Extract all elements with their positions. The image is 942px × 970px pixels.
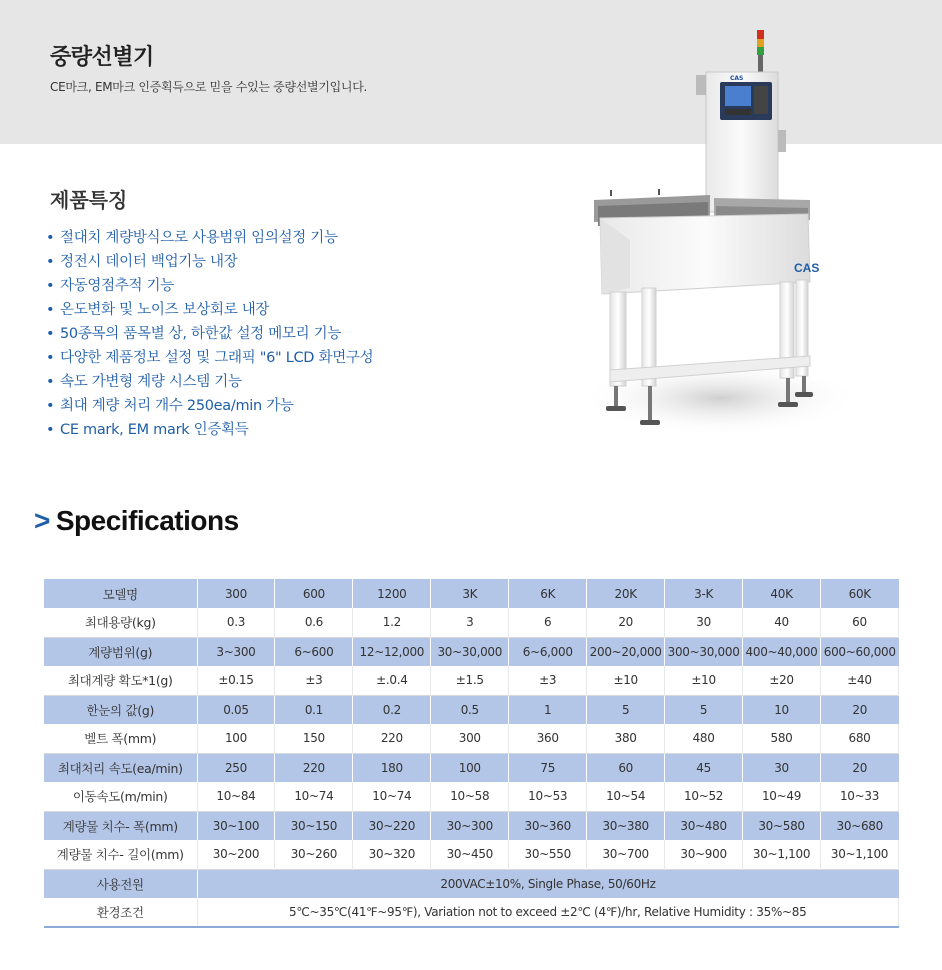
specifications-table	[44, 579, 899, 928]
table-cell: 100	[431, 753, 509, 782]
table-cell: 10~58	[431, 782, 509, 811]
page-title: 중량선별기	[50, 45, 154, 70]
row-label: 계량범위(g)	[44, 637, 197, 666]
table-cell: 10~33	[821, 782, 899, 811]
table-cell: 200~20,000	[587, 637, 665, 666]
table-cell: ±0.15	[197, 666, 275, 695]
table-cell: ±10	[587, 666, 665, 695]
table-cell: 0.6	[275, 608, 353, 637]
table-cell: 360	[509, 724, 587, 753]
table-cell: 3-K	[665, 579, 743, 608]
table-cell: 30~360	[509, 811, 587, 840]
bullet-icon: •	[46, 350, 55, 366]
row-label: 최대용량(kg)	[44, 608, 197, 637]
table-cell: 1	[509, 695, 587, 724]
row-label: 벨트 폭(mm)	[44, 724, 197, 753]
table-cell: 10~84	[197, 782, 275, 811]
feature-item: • 절대치 계량방식으로 사용범위 임의설정 기능	[46, 226, 373, 250]
table-row	[44, 579, 899, 608]
page-subtitle: CE마크, EM마크 인증획득으로 믿을 수있는 중량선별기입니다.	[50, 80, 368, 94]
table-cell: 30~450	[431, 840, 509, 869]
table-cell: 10~49	[743, 782, 821, 811]
features-list	[46, 226, 373, 442]
table-cell: 200VAC±10%, Single Phase, 50/60Hz	[197, 869, 899, 898]
feature-item: • 50종목의 품목별 상, 하한값 설정 메모리 기능	[46, 322, 373, 346]
table-cell: ±3	[275, 666, 353, 695]
table-cell: 180	[353, 753, 431, 782]
table-cell: 0.1	[275, 695, 353, 724]
table-cell: 600	[275, 579, 353, 608]
table-cell: 1200	[353, 579, 431, 608]
table-cell: 40K	[743, 579, 821, 608]
table-cell: 30~300	[431, 811, 509, 840]
bullet-icon: •	[46, 326, 55, 342]
table-cell: 6~6,000	[509, 637, 587, 666]
table-cell: 250	[197, 753, 275, 782]
bullet-icon: •	[46, 230, 55, 246]
table-cell: 0.5	[431, 695, 509, 724]
table-cell: 30~100	[197, 811, 275, 840]
table-row	[44, 811, 899, 840]
table-row	[44, 840, 899, 869]
table-cell: 0.3	[197, 608, 275, 637]
bullet-icon: •	[46, 374, 55, 390]
table-cell: 30~260	[275, 840, 353, 869]
table-cell: 20	[821, 753, 899, 782]
table-row	[44, 608, 899, 637]
table-cell: 30	[743, 753, 821, 782]
table-row	[44, 869, 899, 898]
bullet-icon: •	[46, 278, 55, 294]
table-cell: ±3	[509, 666, 587, 695]
table-cell: 1.2	[353, 608, 431, 637]
bullet-icon: •	[46, 422, 55, 438]
table-cell: 20	[587, 608, 665, 637]
feature-item: • 온도변화 및 노이즈 보상회로 내장	[46, 298, 373, 322]
table-row	[44, 724, 899, 753]
table-cell: 30~220	[353, 811, 431, 840]
table-row	[44, 695, 899, 724]
table-cell: 680	[821, 724, 899, 753]
table-cell: 40	[743, 608, 821, 637]
row-label: 환경조건	[44, 898, 197, 927]
table-cell: 400~40,000	[743, 637, 821, 666]
table-cell: 3	[431, 608, 509, 637]
row-label: 최대계량 확도*1(g)	[44, 666, 197, 695]
bullet-icon: •	[46, 302, 55, 318]
table-cell: 30~700	[587, 840, 665, 869]
table-cell: 12~12,000	[353, 637, 431, 666]
table-cell: 10	[743, 695, 821, 724]
table-cell: 5	[665, 695, 743, 724]
table-cell: 220	[275, 753, 353, 782]
machine-brand-label: CAS	[794, 261, 820, 275]
table-cell: ±10	[665, 666, 743, 695]
table-cell: 30~1,100	[743, 840, 821, 869]
table-cell: 0.2	[353, 695, 431, 724]
specifications-heading: > Specifications	[34, 505, 239, 536]
table-cell: ±20	[743, 666, 821, 695]
row-label: 모델명	[44, 579, 197, 608]
table-cell: 60	[821, 608, 899, 637]
table-cell: 60K	[821, 579, 899, 608]
table-cell: 30~30,000	[431, 637, 509, 666]
table-cell: 20K	[587, 579, 665, 608]
table-cell: 10~52	[665, 782, 743, 811]
table-cell: 100	[197, 724, 275, 753]
feature-item: • 자동영점추적 기능	[46, 274, 373, 298]
table-cell: 30~680	[821, 811, 899, 840]
table-cell: 6K	[509, 579, 587, 608]
table-row	[44, 666, 899, 695]
table-cell: 75	[509, 753, 587, 782]
table-cell: 30~320	[353, 840, 431, 869]
checkweigher-product-image	[570, 30, 860, 450]
table-cell: ±1.5	[431, 666, 509, 695]
table-cell: 30~1,100	[821, 840, 899, 869]
table-cell: 300~30,000	[665, 637, 743, 666]
table-cell: 6~600	[275, 637, 353, 666]
table-cell: 30~380	[587, 811, 665, 840]
table-row	[44, 782, 899, 811]
table-cell: 0.05	[197, 695, 275, 724]
indicator-brand-label: CAS	[730, 75, 744, 82]
table-cell: 10~74	[353, 782, 431, 811]
row-label: 한눈의 값(g)	[44, 695, 197, 724]
table-cell: 5	[587, 695, 665, 724]
table-cell: 600~60,000	[821, 637, 899, 666]
table-cell: 380	[587, 724, 665, 753]
table-cell: 300	[431, 724, 509, 753]
table-cell: 10~54	[587, 782, 665, 811]
table-cell: 480	[665, 724, 743, 753]
bullet-icon: •	[46, 254, 55, 270]
table-cell: 45	[665, 753, 743, 782]
row-label: 계량물 치수- 길이(mm)	[44, 840, 197, 869]
row-label: 사용전원	[44, 869, 197, 898]
table-cell: 20	[821, 695, 899, 724]
table-cell: 30~900	[665, 840, 743, 869]
row-label: 이동속도(m/min)	[44, 782, 197, 811]
table-cell: ±.0.4	[353, 666, 431, 695]
table-cell: 30~200	[197, 840, 275, 869]
bullet-icon: •	[46, 398, 55, 414]
feature-item: • CE mark, EM mark 인증획득	[46, 418, 373, 442]
feature-item: • 속도 가변형 계량 시스템 기능	[46, 370, 373, 394]
table-cell: 6	[509, 608, 587, 637]
feature-item: • 다양한 제품정보 설정 및 그래픽 "6" LCD 화면구성	[46, 346, 373, 370]
table-cell: 10~53	[509, 782, 587, 811]
table-cell: 30~550	[509, 840, 587, 869]
table-cell: 300	[197, 579, 275, 608]
table-row	[44, 753, 899, 782]
table-cell: 30~580	[743, 811, 821, 840]
table-row	[44, 637, 899, 666]
table-cell: 30~480	[665, 811, 743, 840]
feature-item: • 정전시 데이터 백업기능 내장	[46, 250, 373, 274]
table-cell: 3K	[431, 579, 509, 608]
table-cell: 580	[743, 724, 821, 753]
table-cell: 3~300	[197, 637, 275, 666]
table-cell: 10~74	[275, 782, 353, 811]
chevron-right-icon: >	[34, 505, 50, 536]
table-cell: 30	[665, 608, 743, 637]
table-cell: ±40	[821, 666, 899, 695]
row-label: 최대처리 속도(ea/min)	[44, 753, 197, 782]
row-label: 계량물 치수- 폭(mm)	[44, 811, 197, 840]
feature-item: • 최대 계량 처리 개수 250ea/min 가능	[46, 394, 373, 418]
table-cell: 220	[353, 724, 431, 753]
table-cell: 60	[587, 753, 665, 782]
table-cell: 5℃~35℃(41℉~95℉), Variation not to exceed ±2℃ (4℉)/hr, Relative Humidity : 35%~85	[197, 898, 899, 927]
table-row	[44, 898, 899, 927]
table-cell: 150	[275, 724, 353, 753]
table-cell: 30~150	[275, 811, 353, 840]
features-title: 제품특징	[50, 188, 128, 212]
